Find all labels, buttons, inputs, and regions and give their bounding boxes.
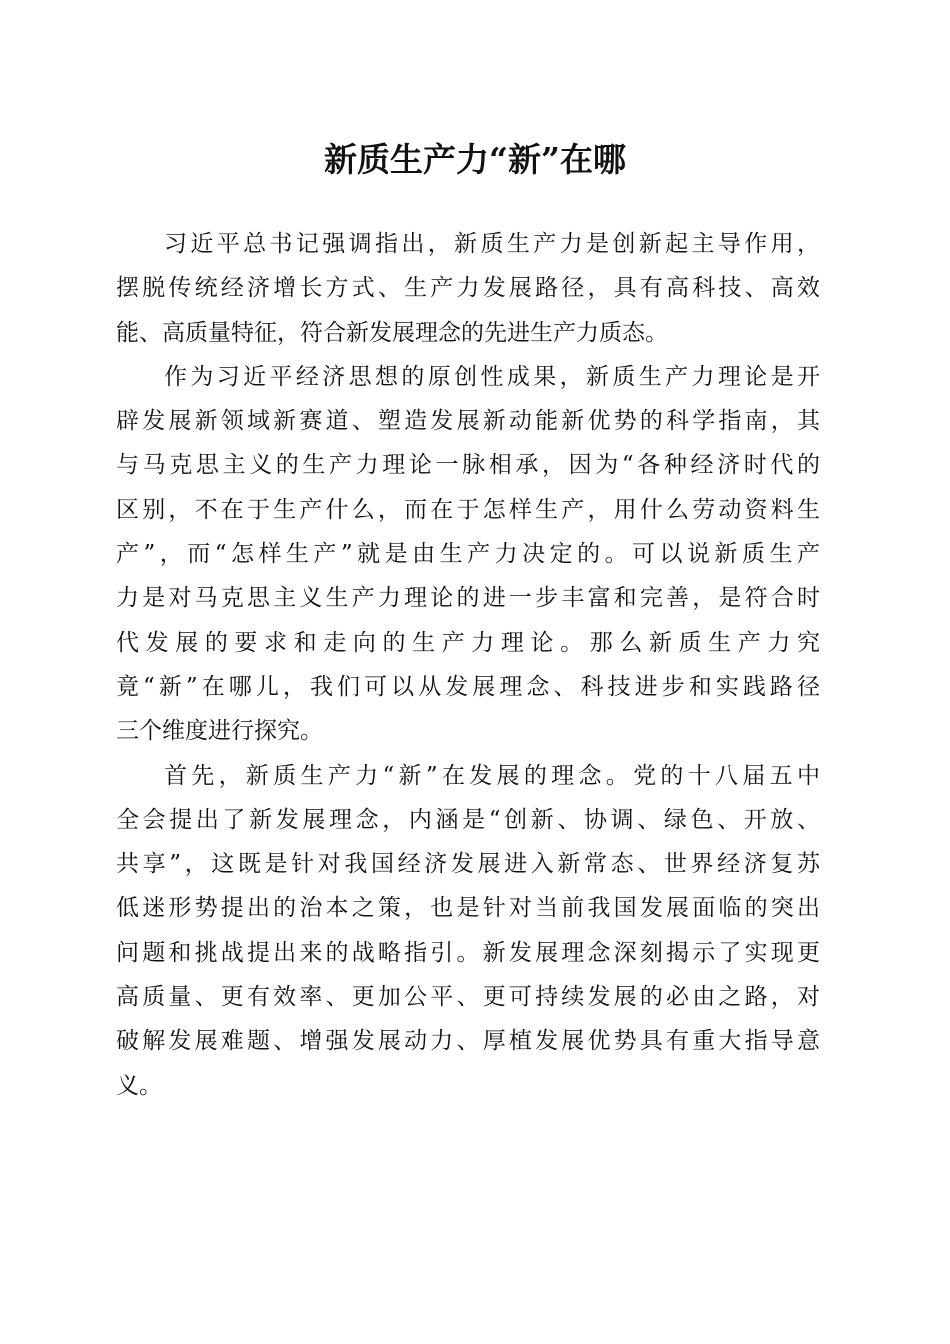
text-line: 义。 bbox=[116, 1072, 162, 1099]
text-line: 三个维度进行探究。 bbox=[116, 718, 323, 745]
document-title: 新质生产力“新”在哪 bbox=[324, 140, 626, 179]
text-line: 作为习近平经济思想的原创性成果，新质生产力理论是开 bbox=[164, 363, 820, 390]
text-line: 全会提出了新发展理念，内涵是“创新、协调、绿色、开放、 bbox=[116, 806, 820, 833]
text-line: 能、高质量特征，符合新发展理念的先进生产力质态。 bbox=[116, 319, 668, 346]
document-body bbox=[116, 222, 820, 1108]
text-line: 区别，不在于生产什么，而在于怎样生产，用什么劳动资料生 bbox=[116, 496, 820, 523]
text-line: 破解发展难题、增强发展动力、厚植发展优势具有重大指导意 bbox=[116, 1028, 820, 1055]
paragraph bbox=[116, 222, 820, 355]
text-line: 竟“新”在哪儿，我们可以从发展理念、科技进步和实践路径 bbox=[116, 673, 820, 700]
paragraph bbox=[116, 355, 820, 754]
text-line: 低迷形势提出的治本之策，也是针对当前我国发展面临的突出 bbox=[116, 895, 820, 922]
text-line: 习近平总书记强调指出，新质生产力是创新起主导作用， bbox=[164, 231, 820, 257]
text-line: 首先，新质生产力“新”在发展的理念。党的十八届五中 bbox=[164, 762, 820, 789]
text-line: 摆脱传统经济增长方式、生产力发展路径，具有高科技、高效 bbox=[116, 275, 820, 302]
text-line: 代发展的要求和走向的生产力理论。那么新质生产力究 bbox=[116, 629, 820, 656]
text-line: 辟发展新领域新赛道、塑造发展新动能新优势的科学指南，其 bbox=[116, 408, 820, 435]
text-line: 力是对马克思主义生产力理论的进一步丰富和完善，是符合时 bbox=[116, 585, 820, 612]
text-line: 产”，而“怎样生产”就是由生产力决定的。可以说新质生产 bbox=[116, 541, 820, 568]
paragraph bbox=[116, 754, 820, 1108]
text-line: 与马克思主义的生产力理论一脉相承，因为“各种经济时代的 bbox=[116, 452, 820, 479]
text-line: 问题和挑战提出来的战略指引。新发展理念深刻揭示了实现更 bbox=[116, 939, 820, 966]
text-line: 高质量、更有效率、更加公平、更可持续发展的必由之路，对 bbox=[116, 984, 820, 1011]
text-line: 共享”，这既是针对我国经济发展进入新常态、世界经济复苏 bbox=[116, 851, 820, 878]
